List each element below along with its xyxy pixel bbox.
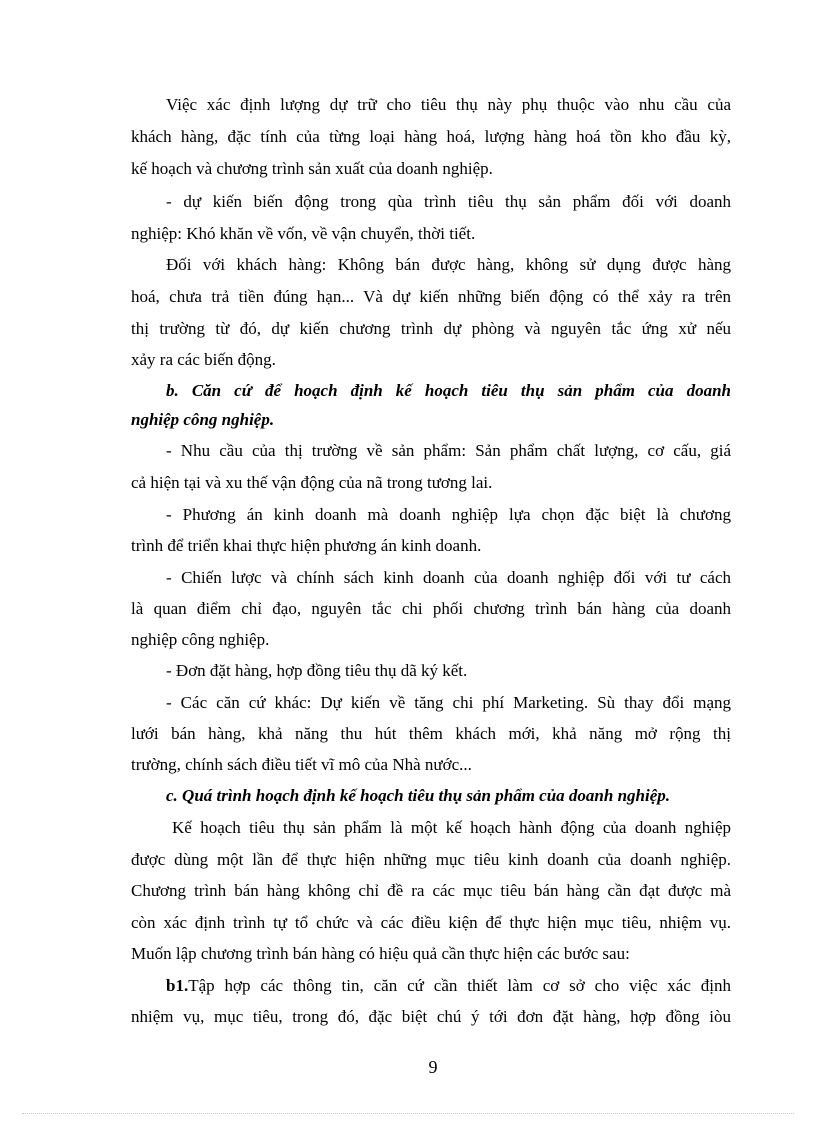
paragraph-line: - dự kiến biến động trong qùa trình tiêu thụ sản phẩm đối với doanh: [166, 192, 731, 211]
paragraph-line: còn xác định trình tự tổ chức và các điều kiện để thực hiện mục tiêu, nhiệm vụ.: [131, 913, 731, 932]
step-label: b1.: [166, 976, 189, 995]
section-heading-c: c. Quá trình hoạch định kế hoạch tiêu thụ sản phẩm của doanh nghiệp.: [166, 786, 670, 805]
paragraph-line: Muốn lập chương trình bán hàng có hiệu quả cần thực hiện các bước sau:: [131, 944, 630, 963]
paragraph-line: Chương trình bán hàng không chỉ đề ra các mục tiêu bán hàng cần đạt được mà: [131, 881, 731, 900]
paragraph-line: kế hoạch và chương trình sản xuất của doanh nghiệp.: [131, 159, 493, 178]
paragraph-line: trình để triển khai thực hiện phương án kinh doanh.: [131, 536, 482, 555]
paragraph-line: khách hàng, đặc tính của từng loại hàng hoá, lượng hàng hoá tồn kho đầu kỳ,: [131, 127, 731, 146]
paragraph-line: hoá, chưa trả tiền đúng hạn... Và dự kiến những biến động có thể xảy ra trên: [131, 287, 731, 306]
paragraph-line: thị trường từ đó, dự kiến chương trình dự phòng và nguyên tắc ứng xử nếu: [131, 319, 731, 338]
paragraph-line: được dùng một lần để thực hiện những mục tiêu kinh doanh của doanh nghiệp.: [131, 850, 731, 869]
step-b1-line: [166, 975, 731, 997]
paragraph-line: nghiệp: Khó khăn về vốn, về vận chuyển, thời tiết.: [131, 224, 476, 243]
paragraph-line: nghiệp công nghiệp.: [131, 630, 270, 649]
paragraph-line: Việc xác định lượng dự trữ cho tiêu thụ này phụ thuộc vào nhu cầu của: [166, 95, 731, 114]
paragraph-line: trường, chính sách điều tiết vĩ mô của Nhà nước...: [131, 755, 472, 774]
paragraph-line: - Nhu cầu của thị trường về sản phẩm: Sản phẩm chất lượng, cơ cấu, giá: [166, 441, 731, 460]
paragraph-line: xảy ra các biến động.: [131, 350, 276, 369]
paragraph-line: là quan điểm chỉ đạo, nguyên tắc chi phối chương trình bán hàng của doanh: [131, 599, 731, 618]
paragraph-line: - Đơn đặt hàng, hợp đồng tiêu thụ dã ký kết.: [166, 661, 468, 680]
page-bottom-border: [22, 1113, 794, 1114]
paragraph-line: Kế hoạch tiêu thụ sản phẩm là một kế hoạch hành động của doanh nghiệp: [172, 818, 731, 837]
step-text: Tập hợp các thông tin, căn cứ cần thiết làm cơ sở cho việc xác định: [188, 976, 731, 995]
paragraph-line: - Phương án kinh doanh mà doanh nghiệp lựa chọn đặc biệt là chương: [166, 505, 731, 524]
paragraph-line: nhiệm vụ, mục tiêu, trong đó, đặc biệt chú ý tới đơn đặt hàng, hợp đồng iòu: [131, 1007, 731, 1026]
paragraph-line: - Chiến lược và chính sách kinh doanh của doanh nghiệp đối với tư cách: [166, 568, 731, 587]
paragraph-line: - Các căn cứ khác: Dự kiến về tăng chi phí Marketing. Sù thay đổi mạng: [166, 693, 731, 712]
paragraph-line: lưới bán hàng, khả năng thu hút thêm khách mới, khả năng mở rộng thị: [131, 724, 731, 743]
page-number: 9: [428, 1057, 438, 1077]
paragraph-line: Đối với khách hàng: Không bán được hàng, không sử dụng được hàng: [166, 255, 731, 274]
section-heading-b-cont: nghiệp công nghiệp.: [131, 410, 275, 429]
paragraph-line: cả hiện tại và xu thế vận động của nã trong tương lai.: [131, 473, 493, 492]
section-heading-b: b. Căn cứ để hoạch định kế hoạch tiêu thụ sản phẩm của doanh: [166, 381, 731, 400]
